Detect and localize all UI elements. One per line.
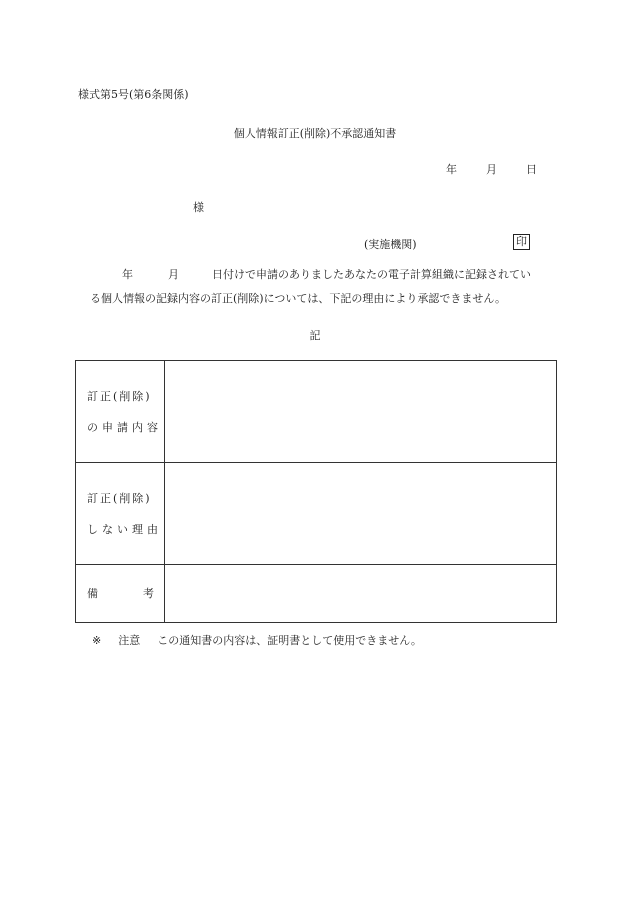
- row-label: [76, 463, 165, 565]
- date-month: 月: [486, 163, 497, 176]
- body-text-line2: る個人情報の記録内容の訂正(削除)については、下記の理由により承認できません。: [90, 292, 507, 305]
- seal-mark: 印: [513, 234, 530, 250]
- date-line: [446, 161, 537, 177]
- body-month: 月: [168, 268, 179, 281]
- date-year: 年: [446, 163, 457, 176]
- body-year: 年: [122, 268, 133, 281]
- addressee-honorific: 様: [193, 201, 204, 214]
- row-label-line2: しない理由: [87, 522, 162, 536]
- form-number: 様式第5号(第6条関係): [78, 88, 189, 101]
- row-value: [165, 463, 557, 565]
- body-line1-rest: 日付けで申請のありましたあなたの電子計算組織に記録されてい: [212, 268, 531, 281]
- row-label: [76, 565, 165, 623]
- row-label: [76, 361, 165, 463]
- row-label-line1: 訂正(削除): [87, 389, 152, 403]
- note-text: この通知書の内容は、証明書として使用できません。: [157, 634, 422, 647]
- table-row: [76, 463, 557, 565]
- table-row: [76, 361, 557, 463]
- date-day: 日: [526, 163, 537, 176]
- row-label-b: 考: [143, 587, 154, 600]
- issuer-label: (実施機関): [364, 238, 417, 251]
- row-value: [165, 361, 557, 463]
- note-line: [92, 632, 422, 648]
- note-label: 注意: [118, 634, 141, 647]
- ki-heading: 記: [309, 329, 321, 342]
- details-table: [75, 360, 557, 623]
- body-text-line1: [122, 266, 531, 282]
- row-label-line1: 訂正(削除): [87, 491, 152, 505]
- document-title: 個人情報訂正(削除)不承認通知書: [233, 127, 397, 140]
- note-mark: ※: [92, 634, 102, 647]
- row-label-line2: の申請内容: [87, 420, 162, 434]
- row-label-a: 備: [87, 587, 98, 600]
- row-value: [165, 565, 557, 623]
- table-row: [76, 565, 557, 623]
